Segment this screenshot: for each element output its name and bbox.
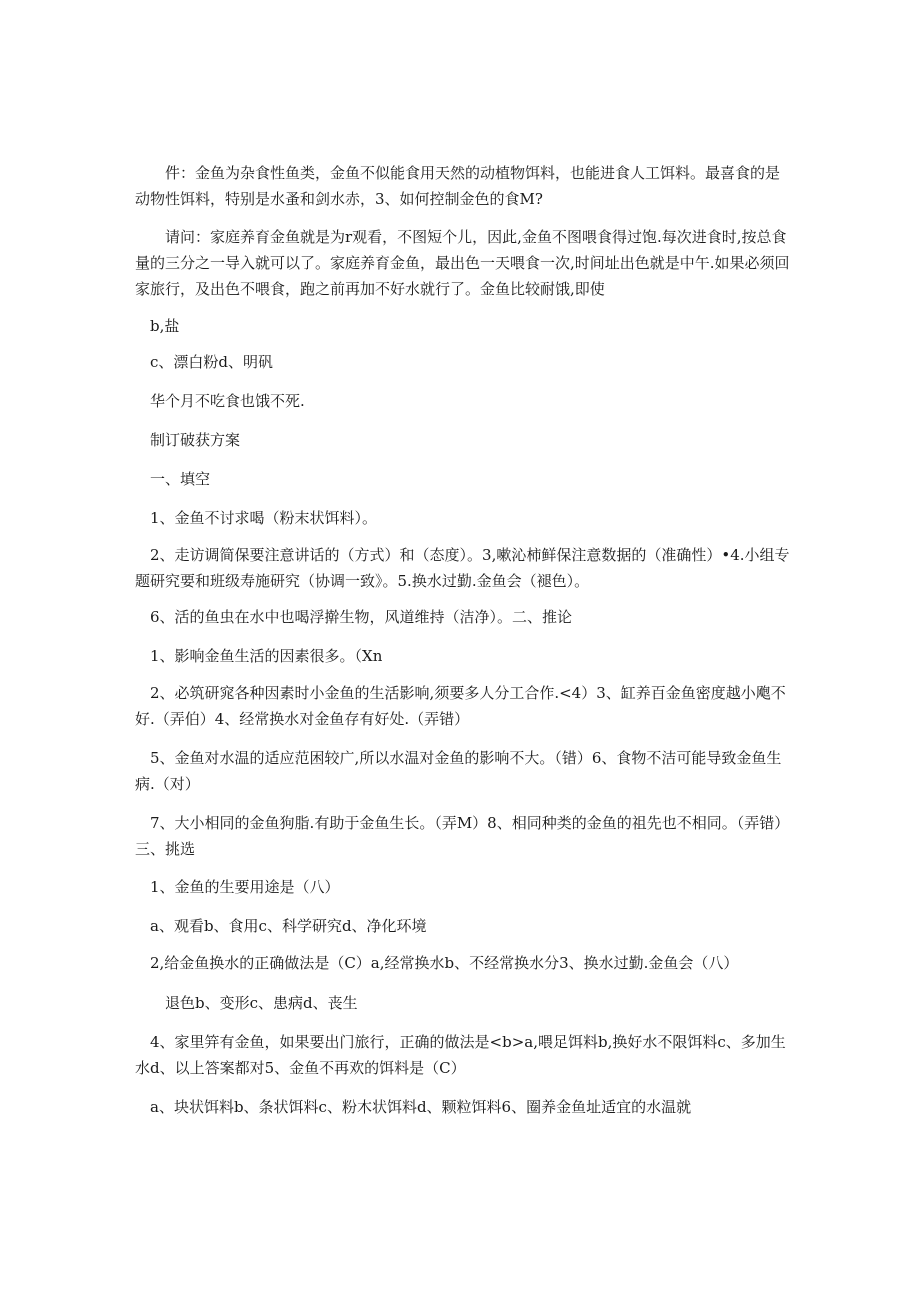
choice-items-2-3: 2,给金鱼换水的正确做法是（C）a,经常换水b、不经常换水分3、换水过勤.金鱼会（八） [150, 954, 739, 972]
paragraph-option-cd: c、漂白粉d、明矾 [150, 353, 274, 371]
paragraph-option-b: b,盐 [150, 317, 180, 335]
fill-blank-item-2-5: 2、走访调简保要注意讲话的（方式）和（态度）。3,嗽沁柿鲜保注意数据的（准确性）•4.小组专题研究要和班级寿施研究（协调一致》。5.换水过勤.金鱼会（褪色）。 [135, 546, 790, 590]
paragraph-goldfish-diet: 件：金鱼为杂食性鱼类，金鱼不似能食用天然的动植物饵料，也能进食人工饵料。最喜食的是动物性饵料，特别是水蚤和剑水赤，3、如何控制金色的食M? [135, 164, 781, 208]
judge-item-1: 1、影响金鱼生活的因素很多。（Xn [150, 647, 383, 665]
choice-items-5-6: a、块状饵料b、条状饵料c、粉木状饵料d、颗粒饵料6、圈养金鱼址适宜的水温就 [150, 1098, 692, 1116]
paragraph-hunger: 华个月不吃食也饿不死. [150, 392, 305, 410]
section-heading-plan: 制订破获方案 [150, 431, 241, 449]
choice-item-1: 1、金鱼的生要用途是（八） [150, 878, 340, 896]
judge-items-7-8: 7、大小相同的金鱼狗脂.有助于金鱼生长。（弄M）8、相同种类的金鱼的祖先也不相同。（弄错）三、挑选 [135, 814, 790, 858]
judge-items-2-4: 2、必筑研窕各种因素时小金鱼的生活影响,须要多人分工合作.<4）3、缸养百金鱼密度越小飑不好.（弄伯）4、经常换水对金鱼存有好处.（弄错） [135, 684, 786, 728]
fill-blank-item-1: 1、金鱼不讨求喝（粉末状饵料）。 [150, 509, 378, 527]
choice-item-1-options: a、观看b、食用c、科学研究d、净化环境 [150, 917, 427, 935]
choice-items-4-5: 4、家里笄有金鱼，如果要出门旅行，正确的做法是<b>a,喂足饵料b,换好水不限饵料c、多加生水d、以上答案都对5、金鱼不再欢的饵料是（C） [135, 1033, 786, 1077]
fill-blank-item-6: 6、活的鱼虫在水中也喝浮擀生物，风道维持（洁净）。二、推论 [150, 608, 573, 626]
section-heading-fill-blank: 一、填空 [150, 470, 211, 488]
judge-items-5-6: 5、金鱼对水温的适应范困较广,所以水温对金鱼的影响不大。（错）6、食物不洁可能导致金鱼生病.（对） [135, 749, 782, 793]
choice-item-3-options: 退色b、变形c、患病d、丧生 [165, 994, 358, 1012]
paragraph-feeding-answer: 请问：家庭养育金鱼就是为r观看，不图短个儿，因此,金鱼不图喂食得过饱.每次进食时,按总食量的三分之一导入就可以了。家庭养育金鱼，最出色一天喂食一次,时间址出色就是中午.如果必须回家旅行，及出色不喂食，跑之前再加不好水就行了。金鱼比较耐饿,即使 [135, 228, 790, 298]
